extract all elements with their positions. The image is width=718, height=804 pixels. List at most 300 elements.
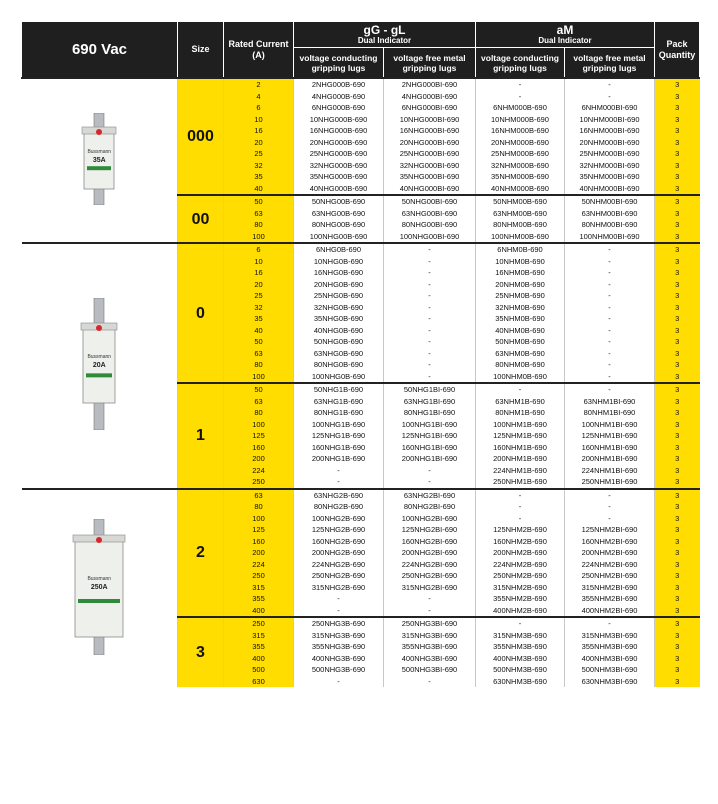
gg-free-cell: 40NHG000BI-690 — [384, 183, 476, 196]
gg-conducting-cell: - — [294, 605, 384, 618]
gg-conducting-cell: 35NHG000B-690 — [294, 171, 384, 183]
rated-current-cell: 200 — [224, 547, 294, 559]
am-free-cell: - — [565, 243, 655, 256]
gg-free-cell: 200NHG1BI-690 — [384, 453, 476, 465]
rated-current-cell: 224 — [224, 465, 294, 477]
am-free-cell: - — [565, 256, 655, 268]
rated-current-cell: 32 — [224, 160, 294, 172]
gg-free-cell: 355NHG3BI-690 — [384, 641, 476, 653]
rated-current-cell: 250 — [224, 476, 294, 489]
am-free-cell: - — [565, 325, 655, 337]
gg-free-cell: 100NHG1BI-690 — [384, 419, 476, 431]
am-conducting-cell: 80NHM00B-690 — [476, 219, 565, 231]
rated-current-cell: 40 — [224, 183, 294, 196]
gg-conducting-cell: - — [294, 593, 384, 605]
product-table-container — [21, 21, 699, 687]
voltage-header: 690 Vac — [22, 22, 178, 79]
gg-conducting-cell: 6NHG0B-690 — [294, 243, 384, 256]
gg-conducting-cell: 500NHG3B-690 — [294, 664, 384, 676]
size-cell: 3 — [178, 617, 224, 687]
gg-free-cell: 250NHG3BI-690 — [384, 617, 476, 630]
gg-conducting-cell: 355NHG3B-690 — [294, 641, 384, 653]
gg-conducting-cell: 400NHG3B-690 — [294, 653, 384, 665]
gg-conducting-cell: 250NHG2B-690 — [294, 570, 384, 582]
gg-conducting-cell: 50NHG1B-690 — [294, 383, 384, 396]
gg-conducting-cell: 315NHG2B-690 — [294, 582, 384, 594]
am-conducting-cell: 35NHM000B-690 — [476, 171, 565, 183]
gg-free-cell: - — [384, 348, 476, 360]
gg-conducting-cell: 40NHG0B-690 — [294, 325, 384, 337]
gg-conducting-cell: 32NHG0B-690 — [294, 302, 384, 314]
am-free-cell: 100NHM1BI-690 — [565, 419, 655, 431]
size-header: Size — [178, 22, 224, 79]
gg-conducting-cell: 10NHG000B-690 — [294, 114, 384, 126]
rated-current-cell: 355 — [224, 593, 294, 605]
am-free-cell: 400NHM2BI-690 — [565, 605, 655, 618]
am-group-header — [476, 22, 655, 48]
pack-quantity-cell: 3 — [655, 630, 700, 642]
gg-free-cell: 80NHG1BI-690 — [384, 407, 476, 419]
gg-conducting-cell: 63NHG00B-690 — [294, 208, 384, 220]
am-conducting-cell: 125NHM2B-690 — [476, 524, 565, 536]
pack-quantity-cell: 3 — [655, 102, 700, 114]
rated-current-cell: 80 — [224, 407, 294, 419]
rated-current-cell: 160 — [224, 536, 294, 548]
am-free-cell: 500NHM3BI-690 — [565, 664, 655, 676]
gg-conducting-cell: 80NHG00B-690 — [294, 219, 384, 231]
am-conducting-cell: 355NHM2B-690 — [476, 593, 565, 605]
am-conducting-cell: 20NHM0B-690 — [476, 279, 565, 291]
gg-free-cell: 32NHG000BI-690 — [384, 160, 476, 172]
gg-conducting-cell: 2NHG000B-690 — [294, 78, 384, 91]
gg-free-cell: - — [384, 313, 476, 325]
rated-current-cell: 630 — [224, 676, 294, 688]
am-conducting-cell: 80NHM0B-690 — [476, 359, 565, 371]
am-free-cell: - — [565, 617, 655, 630]
am-conducting-cell: 50NHM00B-690 — [476, 195, 565, 208]
am-conducting-cell: - — [476, 383, 565, 396]
am-conducting-cell: 315NHM3B-690 — [476, 630, 565, 642]
gg-conducting-cell: 32NHG000B-690 — [294, 160, 384, 172]
pack-quantity-cell: 3 — [655, 348, 700, 360]
pack-quantity-cell: 3 — [655, 524, 700, 536]
rated-current-cell: 6 — [224, 243, 294, 256]
rated-current-cell: 160 — [224, 442, 294, 454]
gg-free-cell: 80NHG00BI-690 — [384, 219, 476, 231]
am-conducting-cell: 63NHM00B-690 — [476, 208, 565, 220]
gg-free-cell: - — [384, 290, 476, 302]
am-conducting-header: voltage conducting gripping lugs — [476, 48, 565, 79]
pack-quantity-cell: 3 — [655, 430, 700, 442]
gg-title: gG - gL — [363, 22, 406, 37]
gg-free-cell: - — [384, 336, 476, 348]
am-free-cell: 63NHM1BI-690 — [565, 396, 655, 408]
am-conducting-cell: 224NHM2B-690 — [476, 559, 565, 571]
pack-quantity-cell: 3 — [655, 371, 700, 384]
am-free-cell: 125NHM2BI-690 — [565, 524, 655, 536]
rated-current-cell: 16 — [224, 125, 294, 137]
gg-conducting-cell: - — [294, 476, 384, 489]
pack-quantity-cell: 3 — [655, 160, 700, 172]
pack-quantity-cell: 3 — [655, 653, 700, 665]
pack-quantity-cell: 3 — [655, 489, 700, 502]
pack-quantity-cell: 3 — [655, 279, 700, 291]
gg-conducting-cell: 40NHG000B-690 — [294, 183, 384, 196]
gg-conducting-cell: 10NHG0B-690 — [294, 256, 384, 268]
rated-current-cell: 10 — [224, 256, 294, 268]
am-conducting-cell: 500NHM3B-690 — [476, 664, 565, 676]
am-conducting-cell: 315NHM2B-690 — [476, 582, 565, 594]
am-free-cell: 25NHM000BI-690 — [565, 148, 655, 160]
rated-current-cell: 20 — [224, 279, 294, 291]
gg-free-cell: 16NHG000BI-690 — [384, 125, 476, 137]
gg-free-cell: 100NHG00BI-690 — [384, 231, 476, 244]
pack-quantity-cell: 3 — [655, 536, 700, 548]
am-conducting-cell: 32NHM000B-690 — [476, 160, 565, 172]
pack-quantity-cell: 3 — [655, 359, 700, 371]
gg-conducting-cell: 80NHG2B-690 — [294, 501, 384, 513]
am-conducting-cell: 200NHM1B-690 — [476, 453, 565, 465]
am-free-cell: 250NHM1BI-690 — [565, 476, 655, 489]
gg-conducting-cell: 200NHG1B-690 — [294, 453, 384, 465]
am-conducting-cell: - — [476, 513, 565, 525]
gg-conducting-cell: 100NHG1B-690 — [294, 419, 384, 431]
pack-quantity-cell: 3 — [655, 243, 700, 256]
pack-quantity-cell: 3 — [655, 313, 700, 325]
gg-free-cell: 200NHG2BI-690 — [384, 547, 476, 559]
fuse-rating-label: 35A — [92, 156, 106, 164]
gg-conducting-cell: 200NHG2B-690 — [294, 547, 384, 559]
am-conducting-cell: 32NHM0B-690 — [476, 302, 565, 314]
table-row — [22, 243, 700, 256]
am-free-cell: - — [565, 359, 655, 371]
am-conducting-cell: 160NHM1B-690 — [476, 442, 565, 454]
rated-current-cell: 63 — [224, 348, 294, 360]
rated-current-cell: 80 — [224, 359, 294, 371]
rated-current-cell: 63 — [224, 208, 294, 220]
am-conducting-cell: 10NHM000B-690 — [476, 114, 565, 126]
pack-quantity-cell: 3 — [655, 78, 700, 91]
gg-free-header: voltage free metal gripping lugs — [384, 48, 476, 79]
rated-current-cell: 500 — [224, 664, 294, 676]
gg-conducting-cell: 25NHG000B-690 — [294, 148, 384, 160]
am-free-cell: 160NHM2BI-690 — [565, 536, 655, 548]
gg-free-cell: - — [384, 476, 476, 489]
gg-free-cell: - — [384, 605, 476, 618]
rated-current-cell: 224 — [224, 559, 294, 571]
pack-quantity-cell: 3 — [655, 125, 700, 137]
rated-current-cell: 315 — [224, 582, 294, 594]
am-free-cell: - — [565, 336, 655, 348]
am-conducting-cell: - — [476, 91, 565, 103]
am-free-cell: - — [565, 513, 655, 525]
fuse-brand-label: Bussmann — [87, 353, 112, 360]
gg-free-cell: 63NHG2BI-690 — [384, 489, 476, 502]
gg-conducting-cell: 100NHG00B-690 — [294, 231, 384, 244]
am-free-cell: 20NHM000BI-690 — [565, 137, 655, 149]
pack-quantity-cell: 3 — [655, 208, 700, 220]
gg-free-cell: - — [384, 465, 476, 477]
am-conducting-cell: 250NHM2B-690 — [476, 570, 565, 582]
size-cell: 000 — [178, 78, 224, 195]
am-free-cell: - — [565, 279, 655, 291]
rated-current-cell: 20 — [224, 137, 294, 149]
gg-free-cell: 35NHG000BI-690 — [384, 171, 476, 183]
rated-current-cell: 100 — [224, 513, 294, 525]
am-conducting-cell: 16NHM000B-690 — [476, 125, 565, 137]
pack-quantity-cell: 3 — [655, 593, 700, 605]
gg-conducting-cell: - — [294, 676, 384, 688]
gg-free-cell: 63NHG00BI-690 — [384, 208, 476, 220]
pack-quantity-cell: 3 — [655, 676, 700, 688]
rated-current-cell: 32 — [224, 302, 294, 314]
size-cell: 00 — [178, 195, 224, 243]
pack-quantity-cell: 3 — [655, 407, 700, 419]
gg-conducting-cell: 50NHG0B-690 — [294, 336, 384, 348]
am-conducting-cell: - — [476, 501, 565, 513]
rated-current-cell: 100 — [224, 231, 294, 244]
pack-quantity-cell: 3 — [655, 465, 700, 477]
gg-conducting-cell: 80NHG1B-690 — [294, 407, 384, 419]
gg-conducting-cell: 25NHG0B-690 — [294, 290, 384, 302]
gg-conducting-cell: 100NHG0B-690 — [294, 371, 384, 384]
am-free-cell: 80NHM00BI-690 — [565, 219, 655, 231]
am-conducting-cell: 63NHM0B-690 — [476, 348, 565, 360]
pack-quantity-cell: 3 — [655, 453, 700, 465]
am-free-cell: 224NHM2BI-690 — [565, 559, 655, 571]
fuse-image-cell — [22, 243, 178, 489]
am-free-cell: 630NHM3BI-690 — [565, 676, 655, 688]
gg-free-cell: 2NHG000BI-690 — [384, 78, 476, 91]
gg-free-cell: - — [384, 256, 476, 268]
am-free-cell: 63NHM00BI-690 — [565, 208, 655, 220]
pack-quantity-cell: 3 — [655, 219, 700, 231]
gg-free-cell: 50NHG00BI-690 — [384, 195, 476, 208]
pack-quantity-cell: 3 — [655, 664, 700, 676]
am-conducting-cell: - — [476, 617, 565, 630]
rated-current-cell: 25 — [224, 290, 294, 302]
fuse-brand-label: Bussmann — [87, 576, 112, 583]
am-conducting-cell: 224NHM1B-690 — [476, 465, 565, 477]
gg-conducting-cell: 224NHG2B-690 — [294, 559, 384, 571]
am-free-cell: 6NHM000BI-690 — [565, 102, 655, 114]
pack-quantity-cell: 3 — [655, 137, 700, 149]
am-free-cell: - — [565, 371, 655, 384]
am-title: aM — [556, 22, 574, 37]
am-free-cell: 16NHM000BI-690 — [565, 125, 655, 137]
rated-current-cell: 100 — [224, 371, 294, 384]
am-free-cell: - — [565, 348, 655, 360]
am-free-cell: 160NHM1BI-690 — [565, 442, 655, 454]
am-free-cell: 315NHM2BI-690 — [565, 582, 655, 594]
gg-conducting-cell: 50NHG00B-690 — [294, 195, 384, 208]
am-free-cell: 315NHM3BI-690 — [565, 630, 655, 642]
gg-conducting-cell: 63NHG0B-690 — [294, 348, 384, 360]
am-conducting-cell: 80NHM1B-690 — [476, 407, 565, 419]
gg-conducting-cell: 20NHG0B-690 — [294, 279, 384, 291]
fuse-brand-label: Bussmann — [87, 148, 112, 155]
rated-current-cell: 80 — [224, 501, 294, 513]
am-free-cell: 125NHM1BI-690 — [565, 430, 655, 442]
gg-conducting-cell: 35NHG0B-690 — [294, 313, 384, 325]
gg-free-cell: - — [384, 359, 476, 371]
am-conducting-cell: 40NHM0B-690 — [476, 325, 565, 337]
am-conducting-cell: - — [476, 489, 565, 502]
rated-current-cell: 16 — [224, 267, 294, 279]
rated-current-cell: 4 — [224, 91, 294, 103]
rated-current-cell: 355 — [224, 641, 294, 653]
gg-free-cell: 63NHG1BI-690 — [384, 396, 476, 408]
am-free-cell: - — [565, 313, 655, 325]
rated-current-cell: 200 — [224, 453, 294, 465]
rated-current-cell: 2 — [224, 78, 294, 91]
am-free-cell: 400NHM3BI-690 — [565, 653, 655, 665]
rated-current-cell: 50 — [224, 336, 294, 348]
gg-conducting-cell: 250NHG3B-690 — [294, 617, 384, 630]
gg-conducting-cell: 160NHG1B-690 — [294, 442, 384, 454]
pack-quantity-cell: 3 — [655, 419, 700, 431]
gg-free-cell: - — [384, 371, 476, 384]
am-free-cell: 80NHM1BI-690 — [565, 407, 655, 419]
gg-free-cell: - — [384, 279, 476, 291]
pack-quantity-header: Pack Quantity — [655, 22, 700, 79]
gg-free-cell: 4NHG000BI-690 — [384, 91, 476, 103]
pack-quantity-cell: 3 — [655, 336, 700, 348]
rated-current-cell: 35 — [224, 171, 294, 183]
gg-free-cell: 6NHG000BI-690 — [384, 102, 476, 114]
gg-free-cell: 160NHG1BI-690 — [384, 442, 476, 454]
rated-current-cell: 400 — [224, 653, 294, 665]
pack-quantity-cell: 3 — [655, 114, 700, 126]
am-conducting-cell: 355NHM3B-690 — [476, 641, 565, 653]
gg-conducting-cell: 100NHG2B-690 — [294, 513, 384, 525]
rated-current-cell: 6 — [224, 102, 294, 114]
am-free-cell: 50NHM00BI-690 — [565, 195, 655, 208]
gg-conducting-cell: 80NHG0B-690 — [294, 359, 384, 371]
gg-free-cell: 125NHG2BI-690 — [384, 524, 476, 536]
pack-quantity-cell: 3 — [655, 547, 700, 559]
pack-quantity-cell: 3 — [655, 442, 700, 454]
am-conducting-cell: 250NHM1B-690 — [476, 476, 565, 489]
am-conducting-cell: 25NHM0B-690 — [476, 290, 565, 302]
am-conducting-cell: 125NHM1B-690 — [476, 430, 565, 442]
gg-conducting-cell: 6NHG000B-690 — [294, 102, 384, 114]
gg-conducting-cell: 16NHG0B-690 — [294, 267, 384, 279]
am-conducting-cell: 25NHM000B-690 — [476, 148, 565, 160]
pack-quantity-cell: 3 — [655, 290, 700, 302]
am-conducting-cell: 100NHM0B-690 — [476, 371, 565, 384]
size-cell: 2 — [178, 489, 224, 618]
am-conducting-cell: 400NHM3B-690 — [476, 653, 565, 665]
pack-quantity-cell: 3 — [655, 302, 700, 314]
am-conducting-cell: 400NHM2B-690 — [476, 605, 565, 618]
am-free-cell: 355NHM2BI-690 — [565, 593, 655, 605]
pack-quantity-cell: 3 — [655, 148, 700, 160]
pack-quantity-cell: 3 — [655, 256, 700, 268]
pack-quantity-cell: 3 — [655, 617, 700, 630]
am-free-cell: 355NHM3BI-690 — [565, 641, 655, 653]
am-free-cell: 200NHM1BI-690 — [565, 453, 655, 465]
rated-current-cell: 25 — [224, 148, 294, 160]
gg-conducting-cell: 125NHG2B-690 — [294, 524, 384, 536]
gg-group-header — [294, 22, 476, 48]
am-conducting-cell: 35NHM0B-690 — [476, 313, 565, 325]
rated-current-cell: 400 — [224, 605, 294, 618]
am-free-cell: - — [565, 267, 655, 279]
am-free-cell: 32NHM000BI-690 — [565, 160, 655, 172]
rated-current-cell: 63 — [224, 396, 294, 408]
rated-current-cell: 40 — [224, 325, 294, 337]
pack-quantity-cell: 3 — [655, 476, 700, 489]
pack-quantity-cell: 3 — [655, 231, 700, 244]
rated-current-cell: 100 — [224, 419, 294, 431]
gg-conducting-cell: 160NHG2B-690 — [294, 536, 384, 548]
am-conducting-cell: 63NHM1B-690 — [476, 396, 565, 408]
am-free-cell: - — [565, 302, 655, 314]
gg-subtitle: Dual Indicator — [357, 35, 412, 45]
gg-free-cell: 315NHG2BI-690 — [384, 582, 476, 594]
am-free-cell: 200NHM2BI-690 — [565, 547, 655, 559]
gg-free-cell: - — [384, 267, 476, 279]
gg-free-cell: - — [384, 302, 476, 314]
am-free-cell: 224NHM1BI-690 — [565, 465, 655, 477]
gg-free-cell: - — [384, 243, 476, 256]
size-cell: 1 — [178, 383, 224, 489]
fuse-image-cell — [22, 489, 178, 688]
am-subtitle: Dual Indicator — [538, 35, 592, 45]
gg-free-cell: 50NHG1BI-690 — [384, 383, 476, 396]
am-conducting-cell: 6NHM000B-690 — [476, 102, 565, 114]
am-free-header: voltage free metal gripping lugs — [565, 48, 655, 79]
am-conducting-cell: 50NHM0B-690 — [476, 336, 565, 348]
fuse-rating-label: 20A — [92, 361, 106, 369]
gg-conducting-header: voltage conducting gripping lugs — [294, 48, 384, 79]
gg-conducting-cell: 16NHG000B-690 — [294, 125, 384, 137]
pack-quantity-cell: 3 — [655, 570, 700, 582]
gg-free-cell: 315NHG3BI-690 — [384, 630, 476, 642]
rated-current-header: Rated Current (A) — [224, 22, 294, 79]
gg-free-cell: - — [384, 325, 476, 337]
am-free-cell: 40NHM000BI-690 — [565, 183, 655, 196]
gg-free-cell: 250NHG2BI-690 — [384, 570, 476, 582]
pack-quantity-cell: 3 — [655, 559, 700, 571]
rated-current-cell: 250 — [224, 570, 294, 582]
am-free-cell: - — [565, 290, 655, 302]
rated-current-cell: 125 — [224, 430, 294, 442]
rated-current-cell: 50 — [224, 195, 294, 208]
am-conducting-cell: 40NHM000B-690 — [476, 183, 565, 196]
gg-free-cell: 224NHG2BI-690 — [384, 559, 476, 571]
gg-conducting-cell: 4NHG000B-690 — [294, 91, 384, 103]
table-body — [22, 78, 700, 687]
fuse-product-table — [21, 21, 700, 687]
fuse-rating-label: 250A — [90, 584, 108, 592]
am-conducting-cell: 630NHM3B-690 — [476, 676, 565, 688]
am-free-cell: - — [565, 78, 655, 91]
pack-quantity-cell: 3 — [655, 325, 700, 337]
pack-quantity-cell: 3 — [655, 183, 700, 196]
am-conducting-cell: - — [476, 78, 565, 91]
pack-quantity-cell: 3 — [655, 195, 700, 208]
am-conducting-cell: 200NHM2B-690 — [476, 547, 565, 559]
pack-quantity-cell: 3 — [655, 641, 700, 653]
am-free-cell: - — [565, 91, 655, 103]
gg-conducting-cell: 63NHG1B-690 — [294, 396, 384, 408]
gg-free-cell: 20NHG000BI-690 — [384, 137, 476, 149]
rated-current-cell: 250 — [224, 617, 294, 630]
am-free-cell: - — [565, 501, 655, 513]
rated-current-cell: 80 — [224, 219, 294, 231]
